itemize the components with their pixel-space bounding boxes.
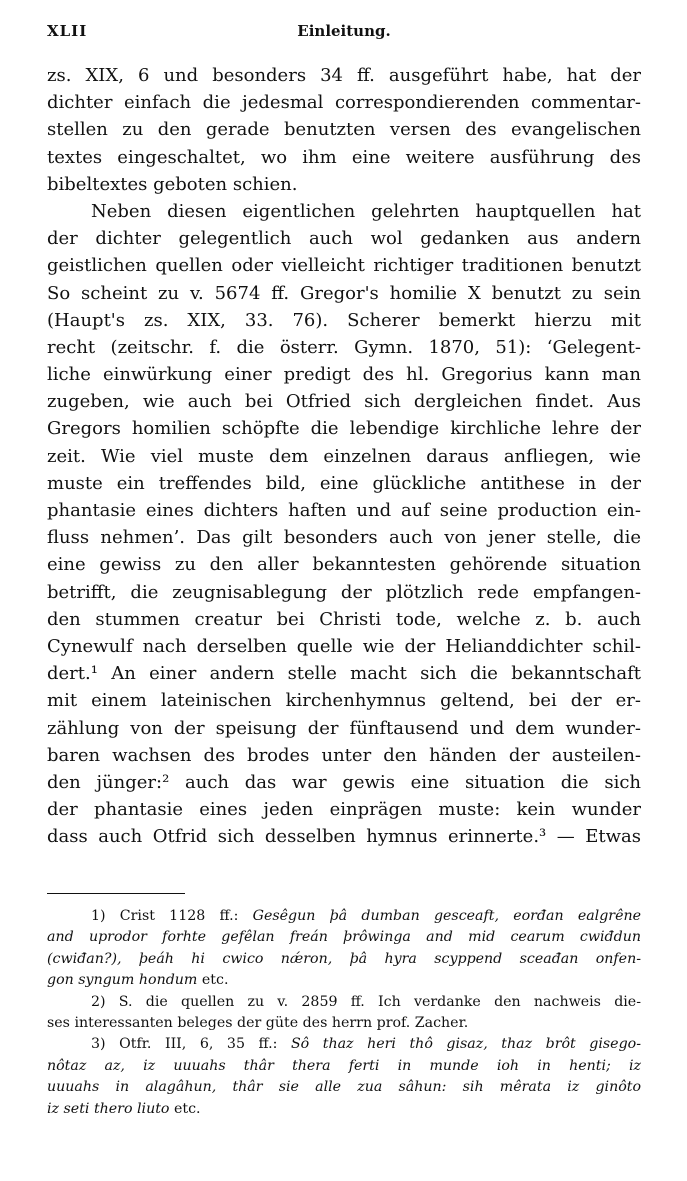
body-line: fluss nehmen’. Das gilt besonders auch von jener stelle, die [47,527,641,549]
page-header [47,22,641,48]
body-line: zugeben, wie auch bei Otfried sich dergleichen findet. Aus [47,391,641,413]
footnote-line: ses interessanten beleges der güte des herrn prof. Zacher. [47,1014,469,1031]
running-title: Einleitung. [297,22,391,40]
body-line: mit einem lateinischen kirchenhymnus geltend, bei der er- [47,690,641,712]
footnote-1-quote: gon syngum hondum [47,972,198,989]
footnote-3-quote: uuuahs in alagâhun, thâr sie alle zua sâhun: sih mêrata iz ginôto [47,1079,641,1096]
body-line: (Haupt's zs. XIX, 33. 76). Scherer bemerkt hierzu mit [47,309,641,331]
body-line: zeit. Wie viel muste dem einzelnen daraus anfliegen, wie [47,445,641,467]
body-line: textes eingeschaltet, wo ihm eine weitere ausführung des [47,146,641,168]
body-line: Cynewulf nach derselben quelle wie der Helianddichter schil- [47,635,641,657]
body-line: Neben diesen eigentlichen gelehrten hauptquellen hat [91,200,641,222]
footnote-1-tail: etc. [197,972,229,989]
body-text [47,62,641,850]
body-line: dert.¹ An einer andern stelle macht sich die bekanntschaft [47,663,641,685]
footnote-3-tail: etc. [169,1100,201,1117]
footnote-3-quote: Sô thaz heri thô gisaz, thaz brôt gisego- [290,1036,641,1053]
body-line: den jünger:² auch das war gewis eine situation die sich [47,771,641,793]
footnote-1-quote: (cwiđan?), þeáh hi cwico nǽron, þâ hyra scyppend sceađan onfen- [47,950,641,967]
body-line: den stummen creatur bei Christi tode, welche z. b. auch [47,608,641,630]
body-line: dichter einfach die jedesmal correspondierenden commentar- [47,92,641,114]
footnote-1-prefix: 1) Crist 1128 ff.: [91,908,253,924]
footnote-line [47,1056,641,1077]
body-line: recht (zeitschr. f. die österr. Gymn. 1870, 51): ‘Gelegent- [47,336,641,358]
footnote-line [47,1099,641,1120]
footnote-line: 2) S. die quellen zu v. 2859 ff. Ich verdanke den nachweis die- [91,993,641,1010]
body-line: zählung von der speisung der fünftausend und dem wunder- [47,717,641,739]
footnote-divider [47,893,185,894]
footnote-1-quote: Gesêgun þâ dumban gesceaft, eorđan ealgrêne [252,908,642,924]
footnote-1-quote: and uprodor forhte gefêlan freán þrôwinga and mid cearum cwiđdun [47,929,641,946]
body-line: muste ein treffendes bild, eine glückliche antithese in der [47,472,641,494]
footnote-line [47,970,641,991]
body-line: So scheint zu v. 5674 ff. Gregor's homilie X benutzt zu sein [47,282,641,304]
footnote-3-quote: iz seti thero liuto [47,1100,170,1117]
footnote-line [47,949,641,970]
body-line: baren wachsen des brodes unter den händen der austeilen- [47,744,641,766]
body-line: dass auch Otfrid sich desselben hymnus erinnerte.³ — Etwas [47,826,641,848]
body-line: der dichter gelegentlich auch wol gedanken aus andern [47,228,641,250]
footnote-line [47,1034,641,1055]
body-line: stellen zu den gerade benutzten versen des evangelischen [47,119,641,141]
footnote-line [47,927,641,948]
footnote-3-prefix: 3) Otfr. III, 6, 35 ff.: [91,1036,291,1053]
body-line: Gregors homilien schöpfte die lebendige kirchliche lehre der [47,418,641,440]
body-line: geistlichen quellen oder vielleicht richtiger traditionen benutzt [47,255,641,277]
page-number: XLII [47,22,88,40]
footnote-3-quote: nôtaz az, iz uuuahs thâr thera ferti in munde ioh in henti; iz [47,1057,641,1074]
footnote-line [47,1077,641,1098]
body-line: liche einwürkung einer predigt des hl. Gregorius kann man [47,364,641,386]
body-line: der phantasie eines jeden einprägen muste: kein wunder [47,799,641,821]
body-line: bibeltextes geboten schien. [47,173,298,195]
body-line: betrifft, die zeugnisablegung der plötzlich rede empfangen- [47,581,641,603]
footnotes [47,906,641,1120]
body-line: eine gewiss zu den aller bekanntesten gehörende situation [47,554,641,576]
footnote-line [47,906,641,927]
body-line: zs. XIX, 6 und besonders 34 ff. ausgeführt habe, hat der [47,65,641,86]
body-line: phantasie eines dichters haften und auf seine production ein- [47,500,641,521]
